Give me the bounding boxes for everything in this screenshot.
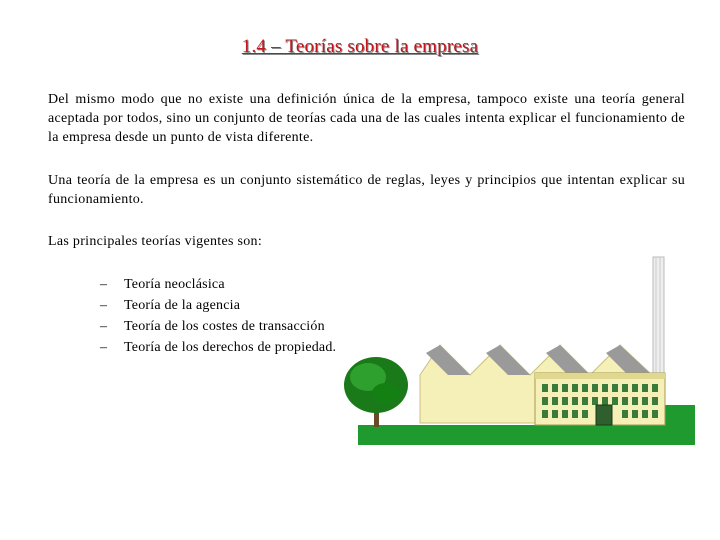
theory-label: Teoría neoclásica (124, 277, 225, 292)
paragraph-list-intro: Las principales teorías vigentes son: (48, 234, 263, 249)
list-item (100, 337, 336, 358)
paragraph-intro: Del mismo modo que no existe una definición única de la empresa, tampoco existe una teoría general aceptada por todos, sino un conjunto de teorías cada una de las cuales intenta explicar el funcionamiento de la empresa desde un punto de vista diferente. (48, 92, 685, 145)
theories-list (100, 274, 336, 358)
bullet-dash: – (100, 319, 108, 334)
slide-title: 1.4 – Teorías sobre la empresa (241, 36, 479, 57)
list-item (100, 274, 336, 295)
factory-illustration (330, 255, 700, 450)
door-icon (596, 405, 612, 425)
theory-label: Teoría de los costes de transacción (124, 319, 325, 334)
list-item (100, 316, 336, 337)
bullet-dash: – (100, 340, 108, 355)
theory-label: Teoría de la agencia (124, 298, 241, 313)
bullet-dash: – (100, 277, 108, 292)
paragraph-definition: Una teoría de la empresa es un conjunto sistemático de reglas, leyes y principios que intentan explicar su funcionamiento. (48, 173, 685, 207)
theory-label: Teoría de los derechos de propiedad. (124, 340, 337, 355)
list-item (100, 295, 336, 316)
bullet-dash: – (100, 298, 108, 313)
chimney-icon (653, 257, 664, 377)
